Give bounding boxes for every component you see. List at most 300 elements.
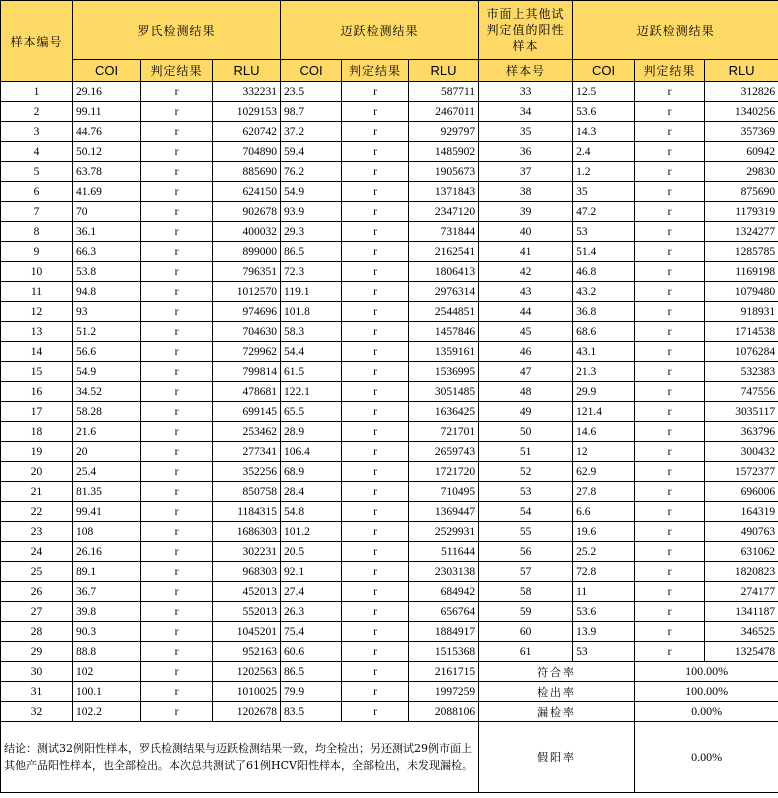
roche-judge-cell: r bbox=[141, 142, 213, 162]
sample-id-cell: 51 bbox=[479, 442, 573, 462]
roche-coi-cell: 36.7 bbox=[73, 582, 141, 602]
maiyue2-rlu-cell: 1285785 bbox=[705, 242, 778, 262]
maiyue2-rlu-cell: 747556 bbox=[705, 382, 778, 402]
sample-no-cell: 18 bbox=[1, 422, 73, 442]
sample-no-cell: 32 bbox=[1, 702, 73, 722]
roche-judge-cell: r bbox=[141, 162, 213, 182]
maiyue-coi-cell: 101.8 bbox=[281, 302, 342, 322]
maiyue-coi-cell: 23.5 bbox=[281, 82, 342, 102]
roche-judge-cell: r bbox=[141, 322, 213, 342]
maiyue-rlu-cell: 2529931 bbox=[409, 522, 479, 542]
maiyue2-rlu-cell: 1341187 bbox=[705, 602, 778, 622]
roche-judge-cell: r bbox=[141, 82, 213, 102]
maiyue2-rlu-cell: 532383 bbox=[705, 362, 778, 382]
maiyue-coi-cell: 20.5 bbox=[281, 542, 342, 562]
sample-id-cell: 44 bbox=[479, 302, 573, 322]
roche-coi-cell: 56.6 bbox=[73, 342, 141, 362]
roche-rlu-cell: 704890 bbox=[213, 142, 281, 162]
sample-id-cell: 57 bbox=[479, 562, 573, 582]
table-row bbox=[1, 642, 778, 662]
sample-no-cell: 4 bbox=[1, 142, 73, 162]
maiyue2-judge-cell: r bbox=[635, 282, 705, 302]
maiyue2-judge-cell: r bbox=[635, 522, 705, 542]
header-market-samples: 市面上其他试判定值的阳性样本 bbox=[479, 1, 573, 60]
roche-coi-cell: 108 bbox=[73, 522, 141, 542]
roche-rlu-cell: 799814 bbox=[213, 362, 281, 382]
roche-rlu-cell: 968303 bbox=[213, 562, 281, 582]
sample-no-cell: 2 bbox=[1, 102, 73, 122]
sample-id-cell: 47 bbox=[479, 362, 573, 382]
maiyue-judge-cell: r bbox=[342, 342, 409, 362]
maiyue2-rlu-cell: 1572377 bbox=[705, 462, 778, 482]
roche-coi-cell: 63.78 bbox=[73, 162, 141, 182]
roche-coi-cell: 50.12 bbox=[73, 142, 141, 162]
maiyue-rlu-cell: 731844 bbox=[409, 222, 479, 242]
maiyue2-rlu-cell: 312826 bbox=[705, 82, 778, 102]
maiyue2-rlu-cell: 357369 bbox=[705, 122, 778, 142]
maiyue2-judge-cell: r bbox=[635, 342, 705, 362]
roche-rlu-cell: 885690 bbox=[213, 162, 281, 182]
sample-no-cell: 23 bbox=[1, 522, 73, 542]
maiyue2-rlu-cell: 29830 bbox=[705, 162, 778, 182]
table-row bbox=[1, 502, 778, 522]
sample-no-cell: 29 bbox=[1, 642, 73, 662]
maiyue2-rlu-cell: 1079480 bbox=[705, 282, 778, 302]
sample-no-cell: 11 bbox=[1, 282, 73, 302]
roche-rlu-cell: 899000 bbox=[213, 242, 281, 262]
maiyue-judge-cell: r bbox=[342, 202, 409, 222]
maiyue-rlu-cell: 1515368 bbox=[409, 642, 479, 662]
maiyue-rlu-cell: 2544851 bbox=[409, 302, 479, 322]
maiyue2-judge-cell: r bbox=[635, 142, 705, 162]
table-row bbox=[1, 582, 778, 602]
maiyue2-judge-cell: r bbox=[635, 382, 705, 402]
maiyue2-judge-cell: r bbox=[635, 302, 705, 322]
maiyue-coi-cell: 98.7 bbox=[281, 102, 342, 122]
table-row bbox=[1, 242, 778, 262]
maiyue-coi-cell: 28.9 bbox=[281, 422, 342, 442]
maiyue-rlu-cell: 721701 bbox=[409, 422, 479, 442]
maiyue-rlu-cell: 3051485 bbox=[409, 382, 479, 402]
maiyue2-coi-cell: 35 bbox=[573, 182, 635, 202]
sample-id-cell: 54 bbox=[479, 502, 573, 522]
table-row bbox=[1, 282, 778, 302]
roche-rlu-cell: 850758 bbox=[213, 482, 281, 502]
table-row bbox=[1, 422, 778, 442]
maiyue-coi-cell: 92.1 bbox=[281, 562, 342, 582]
maiyue2-coi-cell: 12.5 bbox=[573, 82, 635, 102]
maiyue-judge-cell: r bbox=[342, 662, 409, 682]
table-row bbox=[1, 162, 778, 182]
roche-coi-cell: 53.8 bbox=[73, 262, 141, 282]
maiyue-rlu-cell: 2659743 bbox=[409, 442, 479, 462]
maiyue-judge-cell: r bbox=[342, 442, 409, 462]
maiyue-rlu-cell: 1371843 bbox=[409, 182, 479, 202]
header-maiyue2-coi: COI bbox=[573, 60, 635, 82]
maiyue2-rlu-cell: 696006 bbox=[705, 482, 778, 502]
maiyue2-rlu-cell: 3035117 bbox=[705, 402, 778, 422]
maiyue-rlu-cell: 1457846 bbox=[409, 322, 479, 342]
maiyue2-rlu-cell: 918931 bbox=[705, 302, 778, 322]
sample-no-cell: 25 bbox=[1, 562, 73, 582]
roche-coi-cell: 39.8 bbox=[73, 602, 141, 622]
maiyue2-judge-cell: r bbox=[635, 582, 705, 602]
maiyue-judge-cell: r bbox=[342, 382, 409, 402]
maiyue2-judge-cell: r bbox=[635, 442, 705, 462]
roche-coi-cell: 58.28 bbox=[73, 402, 141, 422]
maiyue-coi-cell: 119.1 bbox=[281, 282, 342, 302]
roche-judge-cell: r bbox=[141, 302, 213, 322]
maiyue-rlu-cell: 1806413 bbox=[409, 262, 479, 282]
maiyue2-rlu-cell: 1076284 bbox=[705, 342, 778, 362]
roche-rlu-cell: 1029153 bbox=[213, 102, 281, 122]
maiyue2-judge-cell: r bbox=[635, 262, 705, 282]
summary-label: 漏检率 bbox=[479, 702, 635, 722]
maiyue2-judge-cell: r bbox=[635, 622, 705, 642]
roche-coi-cell: 100.1 bbox=[73, 682, 141, 702]
roche-coi-cell: 34.52 bbox=[73, 382, 141, 402]
maiyue-rlu-cell: 587711 bbox=[409, 82, 479, 102]
sample-id-cell: 55 bbox=[479, 522, 573, 542]
maiyue-rlu-cell: 2976314 bbox=[409, 282, 479, 302]
maiyue-judge-cell: r bbox=[342, 162, 409, 182]
roche-judge-cell: r bbox=[141, 382, 213, 402]
maiyue2-judge-cell: r bbox=[635, 182, 705, 202]
table-row bbox=[1, 82, 778, 102]
sample-id-cell: 40 bbox=[479, 222, 573, 242]
maiyue2-coi-cell: 46.8 bbox=[573, 262, 635, 282]
roche-coi-cell: 26.16 bbox=[73, 542, 141, 562]
sample-no-cell: 26 bbox=[1, 582, 73, 602]
sample-no-cell: 16 bbox=[1, 382, 73, 402]
roche-rlu-cell: 1010025 bbox=[213, 682, 281, 702]
maiyue2-coi-cell: 12 bbox=[573, 442, 635, 462]
maiyue2-judge-cell: r bbox=[635, 502, 705, 522]
roche-coi-cell: 94.8 bbox=[73, 282, 141, 302]
sample-no-cell: 9 bbox=[1, 242, 73, 262]
maiyue2-coi-cell: 53.6 bbox=[573, 602, 635, 622]
maiyue2-judge-cell: r bbox=[635, 222, 705, 242]
maiyue-rlu-cell: 2161715 bbox=[409, 662, 479, 682]
sample-no-cell: 19 bbox=[1, 442, 73, 462]
roche-coi-cell: 20 bbox=[73, 442, 141, 462]
maiyue2-coi-cell: 43.2 bbox=[573, 282, 635, 302]
roche-coi-cell: 36.1 bbox=[73, 222, 141, 242]
maiyue-judge-cell: r bbox=[342, 182, 409, 202]
maiyue-coi-cell: 68.9 bbox=[281, 462, 342, 482]
roche-judge-cell: r bbox=[141, 422, 213, 442]
maiyue2-coi-cell: 19.6 bbox=[573, 522, 635, 542]
maiyue2-rlu-cell: 1714538 bbox=[705, 322, 778, 342]
maiyue-rlu-cell: 1485902 bbox=[409, 142, 479, 162]
maiyue2-coi-cell: 29.9 bbox=[573, 382, 635, 402]
maiyue2-coi-cell: 53 bbox=[573, 222, 635, 242]
maiyue-coi-cell: 86.5 bbox=[281, 662, 342, 682]
header-roche-coi: COI bbox=[73, 60, 141, 82]
maiyue2-rlu-cell: 346525 bbox=[705, 622, 778, 642]
roche-judge-cell: r bbox=[141, 602, 213, 622]
sample-id-cell: 42 bbox=[479, 262, 573, 282]
maiyue2-coi-cell: 6.6 bbox=[573, 502, 635, 522]
maiyue-coi-cell: 65.5 bbox=[281, 402, 342, 422]
false-positive-value: 0.00% bbox=[635, 722, 778, 793]
table-row bbox=[1, 382, 778, 402]
maiyue-coi-cell: 29.3 bbox=[281, 222, 342, 242]
maiyue-rlu-cell: 684942 bbox=[409, 582, 479, 602]
sample-id-cell: 48 bbox=[479, 382, 573, 402]
summary-row bbox=[1, 662, 778, 682]
sample-no-cell: 13 bbox=[1, 322, 73, 342]
roche-rlu-cell: 902678 bbox=[213, 202, 281, 222]
table-row bbox=[1, 222, 778, 242]
maiyue-coi-cell: 93.9 bbox=[281, 202, 342, 222]
roche-judge-cell: r bbox=[141, 562, 213, 582]
roche-judge-cell: r bbox=[141, 362, 213, 382]
table-row bbox=[1, 142, 778, 162]
table-row bbox=[1, 462, 778, 482]
maiyue2-coi-cell: 43.1 bbox=[573, 342, 635, 362]
maiyue-rlu-cell: 710495 bbox=[409, 482, 479, 502]
maiyue-judge-cell: r bbox=[342, 602, 409, 622]
maiyue-coi-cell: 37.2 bbox=[281, 122, 342, 142]
sample-id-cell: 52 bbox=[479, 462, 573, 482]
sample-no-cell: 28 bbox=[1, 622, 73, 642]
maiyue2-rlu-cell: 274177 bbox=[705, 582, 778, 602]
table-row bbox=[1, 482, 778, 502]
roche-rlu-cell: 400032 bbox=[213, 222, 281, 242]
header-sample-id: 样本号 bbox=[479, 60, 573, 82]
roche-coi-cell: 41.69 bbox=[73, 182, 141, 202]
maiyue-rlu-cell: 2162541 bbox=[409, 242, 479, 262]
sample-no-cell: 15 bbox=[1, 362, 73, 382]
maiyue-rlu-cell: 2088106 bbox=[409, 702, 479, 722]
maiyue2-rlu-cell: 363796 bbox=[705, 422, 778, 442]
maiyue2-coi-cell: 27.8 bbox=[573, 482, 635, 502]
maiyue2-judge-cell: r bbox=[635, 362, 705, 382]
sample-no-cell: 12 bbox=[1, 302, 73, 322]
maiyue-judge-cell: r bbox=[342, 322, 409, 342]
maiyue2-coi-cell: 25.2 bbox=[573, 542, 635, 562]
summary-row bbox=[1, 682, 778, 702]
maiyue2-rlu-cell: 875690 bbox=[705, 182, 778, 202]
roche-rlu-cell: 704630 bbox=[213, 322, 281, 342]
table-row bbox=[1, 182, 778, 202]
maiyue2-coi-cell: 68.6 bbox=[573, 322, 635, 342]
roche-coi-cell: 102 bbox=[73, 662, 141, 682]
roche-judge-cell: r bbox=[141, 662, 213, 682]
roche-rlu-cell: 1045201 bbox=[213, 622, 281, 642]
maiyue2-coi-cell: 62.9 bbox=[573, 462, 635, 482]
maiyue2-rlu-cell: 164319 bbox=[705, 502, 778, 522]
maiyue-judge-cell: r bbox=[342, 562, 409, 582]
maiyue-rlu-cell: 2347120 bbox=[409, 202, 479, 222]
table-row bbox=[1, 122, 778, 142]
maiyue2-judge-cell: r bbox=[635, 402, 705, 422]
sample-no-cell: 6 bbox=[1, 182, 73, 202]
roche-rlu-cell: 729962 bbox=[213, 342, 281, 362]
header-maiyue: 迈跃检测结果 bbox=[281, 1, 479, 60]
maiyue-coi-cell: 75.4 bbox=[281, 622, 342, 642]
maiyue-coi-cell: 86.5 bbox=[281, 242, 342, 262]
summary-label: 符合率 bbox=[479, 662, 635, 682]
table-body bbox=[1, 82, 778, 793]
roche-judge-cell: r bbox=[141, 102, 213, 122]
maiyue2-rlu-cell: 300432 bbox=[705, 442, 778, 462]
maiyue2-coi-cell: 36.8 bbox=[573, 302, 635, 322]
table-row bbox=[1, 262, 778, 282]
table-row bbox=[1, 362, 778, 382]
roche-judge-cell: r bbox=[141, 182, 213, 202]
roche-judge-cell: r bbox=[141, 242, 213, 262]
table-row bbox=[1, 622, 778, 642]
maiyue-judge-cell: r bbox=[342, 422, 409, 442]
maiyue2-coi-cell: 11 bbox=[573, 582, 635, 602]
maiyue-judge-cell: r bbox=[342, 542, 409, 562]
roche-rlu-cell: 1686303 bbox=[213, 522, 281, 542]
roche-rlu-cell: 302231 bbox=[213, 542, 281, 562]
sample-id-cell: 39 bbox=[479, 202, 573, 222]
maiyue-coi-cell: 79.9 bbox=[281, 682, 342, 702]
maiyue-judge-cell: r bbox=[342, 222, 409, 242]
maiyue-rlu-cell: 1636425 bbox=[409, 402, 479, 422]
maiyue-judge-cell: r bbox=[342, 462, 409, 482]
maiyue-judge-cell: r bbox=[342, 622, 409, 642]
false-positive-label: 假阳率 bbox=[479, 722, 635, 793]
maiyue2-judge-cell: r bbox=[635, 642, 705, 662]
sample-id-cell: 33 bbox=[479, 82, 573, 102]
maiyue-judge-cell: r bbox=[342, 122, 409, 142]
roche-judge-cell: r bbox=[141, 462, 213, 482]
maiyue2-judge-cell: r bbox=[635, 202, 705, 222]
maiyue-rlu-cell: 1997259 bbox=[409, 682, 479, 702]
roche-coi-cell: 44.76 bbox=[73, 122, 141, 142]
table-row bbox=[1, 522, 778, 542]
sample-id-cell: 58 bbox=[479, 582, 573, 602]
maiyue2-rlu-cell: 490763 bbox=[705, 522, 778, 542]
roche-coi-cell: 81.35 bbox=[73, 482, 141, 502]
maiyue2-coi-cell: 53.6 bbox=[573, 102, 635, 122]
sample-no-cell: 21 bbox=[1, 482, 73, 502]
roche-judge-cell: r bbox=[141, 442, 213, 462]
table-row bbox=[1, 542, 778, 562]
maiyue-coi-cell: 26.3 bbox=[281, 602, 342, 622]
roche-rlu-cell: 332231 bbox=[213, 82, 281, 102]
table-row bbox=[1, 562, 778, 582]
maiyue2-coi-cell: 14.6 bbox=[573, 422, 635, 442]
roche-judge-cell: r bbox=[141, 522, 213, 542]
maiyue2-rlu-cell: 631062 bbox=[705, 542, 778, 562]
maiyue2-judge-cell: r bbox=[635, 482, 705, 502]
sample-id-cell: 46 bbox=[479, 342, 573, 362]
table-row bbox=[1, 402, 778, 422]
roche-coi-cell: 29.16 bbox=[73, 82, 141, 102]
roche-judge-cell: r bbox=[141, 682, 213, 702]
roche-judge-cell: r bbox=[141, 402, 213, 422]
sample-id-cell: 41 bbox=[479, 242, 573, 262]
sample-id-cell: 43 bbox=[479, 282, 573, 302]
sample-id-cell: 59 bbox=[479, 602, 573, 622]
maiyue-rlu-cell: 1369447 bbox=[409, 502, 479, 522]
roche-coi-cell: 102.2 bbox=[73, 702, 141, 722]
sample-id-cell: 60 bbox=[479, 622, 573, 642]
maiyue-judge-cell: r bbox=[342, 362, 409, 382]
maiyue-rlu-cell: 1536995 bbox=[409, 362, 479, 382]
maiyue-coi-cell: 54.8 bbox=[281, 502, 342, 522]
roche-rlu-cell: 253462 bbox=[213, 422, 281, 442]
roche-coi-cell: 99.11 bbox=[73, 102, 141, 122]
maiyue2-judge-cell: r bbox=[635, 542, 705, 562]
sample-no-cell: 27 bbox=[1, 602, 73, 622]
maiyue2-judge-cell: r bbox=[635, 422, 705, 442]
roche-rlu-cell: 552013 bbox=[213, 602, 281, 622]
header-maiyue-2: 迈跃检测结果 bbox=[573, 1, 778, 60]
roche-judge-cell: r bbox=[141, 502, 213, 522]
roche-judge-cell: r bbox=[141, 622, 213, 642]
maiyue-judge-cell: r bbox=[342, 582, 409, 602]
maiyue-judge-cell: r bbox=[342, 142, 409, 162]
table-row bbox=[1, 102, 778, 122]
maiyue-judge-cell: r bbox=[342, 82, 409, 102]
roche-coi-cell: 70 bbox=[73, 202, 141, 222]
maiyue2-rlu-cell: 1324277 bbox=[705, 222, 778, 242]
sample-no-cell: 7 bbox=[1, 202, 73, 222]
maiyue-judge-cell: r bbox=[342, 502, 409, 522]
header-maiyue2-judge: 判定结果 bbox=[635, 60, 705, 82]
roche-rlu-cell: 1012570 bbox=[213, 282, 281, 302]
sample-id-cell: 61 bbox=[479, 642, 573, 662]
maiyue-judge-cell: r bbox=[342, 242, 409, 262]
maiyue2-coi-cell: 2.4 bbox=[573, 142, 635, 162]
maiyue-rlu-cell: 511644 bbox=[409, 542, 479, 562]
sample-id-cell: 35 bbox=[479, 122, 573, 142]
maiyue2-coi-cell: 21.3 bbox=[573, 362, 635, 382]
conclusion-text: 结论：测试32例阳性样本，罗氏检测结果与迈跃检测结果一致，均全检出；另还测试29例市面上其他产品阳性样本，也全部检出。本次总共测试了61例HCV阳性样本，全部检出，未发现漏检。 bbox=[1, 722, 479, 793]
table-row bbox=[1, 322, 778, 342]
maiyue-coi-cell: 76.2 bbox=[281, 162, 342, 182]
maiyue-judge-cell: r bbox=[342, 482, 409, 502]
roche-coi-cell: 54.9 bbox=[73, 362, 141, 382]
sample-no-cell: 8 bbox=[1, 222, 73, 242]
header-maiyue-coi: COI bbox=[281, 60, 342, 82]
roche-judge-cell: r bbox=[141, 262, 213, 282]
roche-coi-cell: 90.3 bbox=[73, 622, 141, 642]
summary-value: 100.00% bbox=[635, 662, 778, 682]
roche-judge-cell: r bbox=[141, 222, 213, 242]
maiyue-judge-cell: r bbox=[342, 302, 409, 322]
maiyue-coi-cell: 58.3 bbox=[281, 322, 342, 342]
maiyue2-coi-cell: 14.3 bbox=[573, 122, 635, 142]
maiyue-judge-cell: r bbox=[342, 642, 409, 662]
summary-row bbox=[1, 702, 778, 722]
header-sample-no: 样本编号 bbox=[1, 1, 73, 82]
table-row bbox=[1, 602, 778, 622]
maiyue-judge-cell: r bbox=[342, 402, 409, 422]
conclusion-row bbox=[1, 722, 778, 793]
sample-no-cell: 3 bbox=[1, 122, 73, 142]
roche-rlu-cell: 796351 bbox=[213, 262, 281, 282]
sample-no-cell: 22 bbox=[1, 502, 73, 522]
roche-rlu-cell: 1202678 bbox=[213, 702, 281, 722]
maiyue-coi-cell: 54.4 bbox=[281, 342, 342, 362]
maiyue2-judge-cell: r bbox=[635, 462, 705, 482]
sample-id-cell: 50 bbox=[479, 422, 573, 442]
sample-id-cell: 49 bbox=[479, 402, 573, 422]
maiyue-rlu-cell: 1721720 bbox=[409, 462, 479, 482]
header-maiyue2-rlu: RLU bbox=[705, 60, 778, 82]
roche-coi-cell: 25.4 bbox=[73, 462, 141, 482]
roche-judge-cell: r bbox=[141, 582, 213, 602]
roche-coi-cell: 89.1 bbox=[73, 562, 141, 582]
